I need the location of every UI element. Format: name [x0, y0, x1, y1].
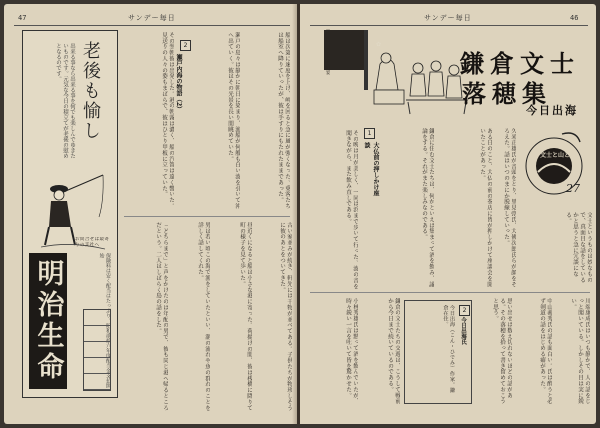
left-running-head: サンデー毎日 [128, 14, 176, 22]
right-column-10: 川端康成氏はいつも静かで、人の話をじっと聞いている。しかしその目は実に鋭い。 [570, 298, 590, 405]
right-column-1: 鎌倉に住む文士たちは、何かといえば集まって酒を飲み、議論をする。それがまた楽しみなのである。 [421, 128, 434, 288]
left-article-column-6: 昼近くになると船は小さな港に寄った。荷揚げの間、彼は桟橋に降りて町の様子を見て歩いた。 [239, 222, 252, 411]
meiji-life-logo: 明治生命 [29, 253, 67, 389]
emblem-number: 27 [566, 182, 580, 195]
left-article-column-4: 「どちらまで」と声をかけたのは年配の男で、彼も同じ港へ帰るところだという。二人はしばらく島の話をした。 [155, 222, 168, 411]
left-section-title: 瀬戸内海の物語（2） [175, 54, 182, 113]
section-1-marker: 1 [364, 128, 375, 139]
right-column-8: 思い出せば数え切れないほどの話がある。その落穂を拾って書き留めておこうと思う。 [492, 298, 512, 405]
right-column-4: 文士というものは妙なもので、真面目な話をしているかと思うと急に冗談になる。 [565, 212, 592, 283]
ad-rate-table [83, 309, 111, 391]
section-1-title: 大仏前の押しかけ座談 [363, 142, 379, 196]
left-mid-rule [124, 216, 290, 217]
author-inset-box [404, 300, 472, 404]
column-emblem [518, 128, 590, 208]
emblem-label: 文士と山と [540, 152, 571, 159]
insurance-advertisement [22, 30, 118, 398]
left-section-marker: 2 [180, 40, 191, 51]
author-name: 今日出海 [526, 104, 578, 117]
ad-table-note: お問合せは最寄りの支社へ [75, 237, 110, 248]
left-article-column-1: その翌朝彼は出発した。港の朝霧は濃く、船の汽笛は遠く響いた。見送りの人々の姿もまばらで、彼はひとり甲板に立っていた。 [161, 32, 174, 209]
right-column-6: 小林秀雄氏は黙って酒を飲んでいたが、時々鋭い一言を吐いて皆を驚かせた。 [345, 298, 358, 405]
title-line-1: 鎌倉文士 [460, 49, 580, 78]
right-column-5: その晩は月が美しく、一同は浜まで歩いて行った。波の音を聞きながら、また飲み直しである。 [345, 130, 358, 290]
section-2-marker: 2 [459, 305, 470, 316]
right-column-7: 鎌倉の文士たちの交遊は、こうして戦前から今日まで続いているのである。 [387, 298, 400, 405]
ad-copy: 出来る事なら出来る事を何でも楽しんでゆきたいものです。元気な今日の積立てが老後の慰めとなるのです。 [55, 43, 75, 159]
title-line-2: 落穂集 [462, 79, 552, 108]
left-article-column-5: 男は若い頃この海で漁をしていたといい、潮の流れや魚の群れのことを詳しく話してくれた。 [197, 222, 210, 411]
sketch-caption: （漫画）文士たちの宴 [325, 26, 330, 75]
left-page [4, 4, 297, 424]
ad-headline: 老後も愉し [80, 41, 101, 141]
left-header-rule [14, 25, 290, 26]
left-folio: 47 [18, 14, 27, 22]
article-title-block [438, 38, 586, 120]
right-column-2: ある日のこと、大仏の前の茶店に皆が押しかけて座談会を開いたことがあった。 [479, 128, 492, 288]
right-running-head: サンデー毎日 [424, 14, 472, 22]
right-column-9: 中山義秀氏の話も面白い。氏は酔うと必ず剣道の話をはじめる癖があった。 [539, 298, 552, 405]
right-folio: 46 [570, 14, 579, 22]
left-article-column-3: 船は次第に速度を上げ、岬を回ると急に風が強くなった。乗客たちは船室へ降りていったが、彼は手すりにもたれたままであった。 [277, 32, 290, 209]
section-2-title: 今日出海氏 [460, 317, 466, 345]
right-mid-rule [310, 292, 590, 293]
right-column-3: 久米正雄氏が音頭をとり、里見弴氏、大佛次郎氏らが顔をそろえた。話はいつのまにか脱線していった。 [503, 128, 516, 288]
ad-notice: 保険料は安く配当はたっぷり。昭和貳拾六年度配当金支払開始 [98, 253, 111, 388]
inset-text: 今日出海（こん・ひでみ）作家。鎌倉在住。 [442, 305, 455, 393]
left-article-column-2: 瀬戸の島々は静かに朝日に染まり、漁船が何艘も白い波を引いて沖へ出ていく。彼はその光景を長い間眺めていた。 [227, 32, 240, 209]
svg-text:✿: ✿ [376, 41, 382, 48]
left-article-column-7: 古い家並みが続き、軒先には干物が並べてある。子供たちが物珍しそうに彼のあとをついてきた。 [279, 222, 292, 411]
